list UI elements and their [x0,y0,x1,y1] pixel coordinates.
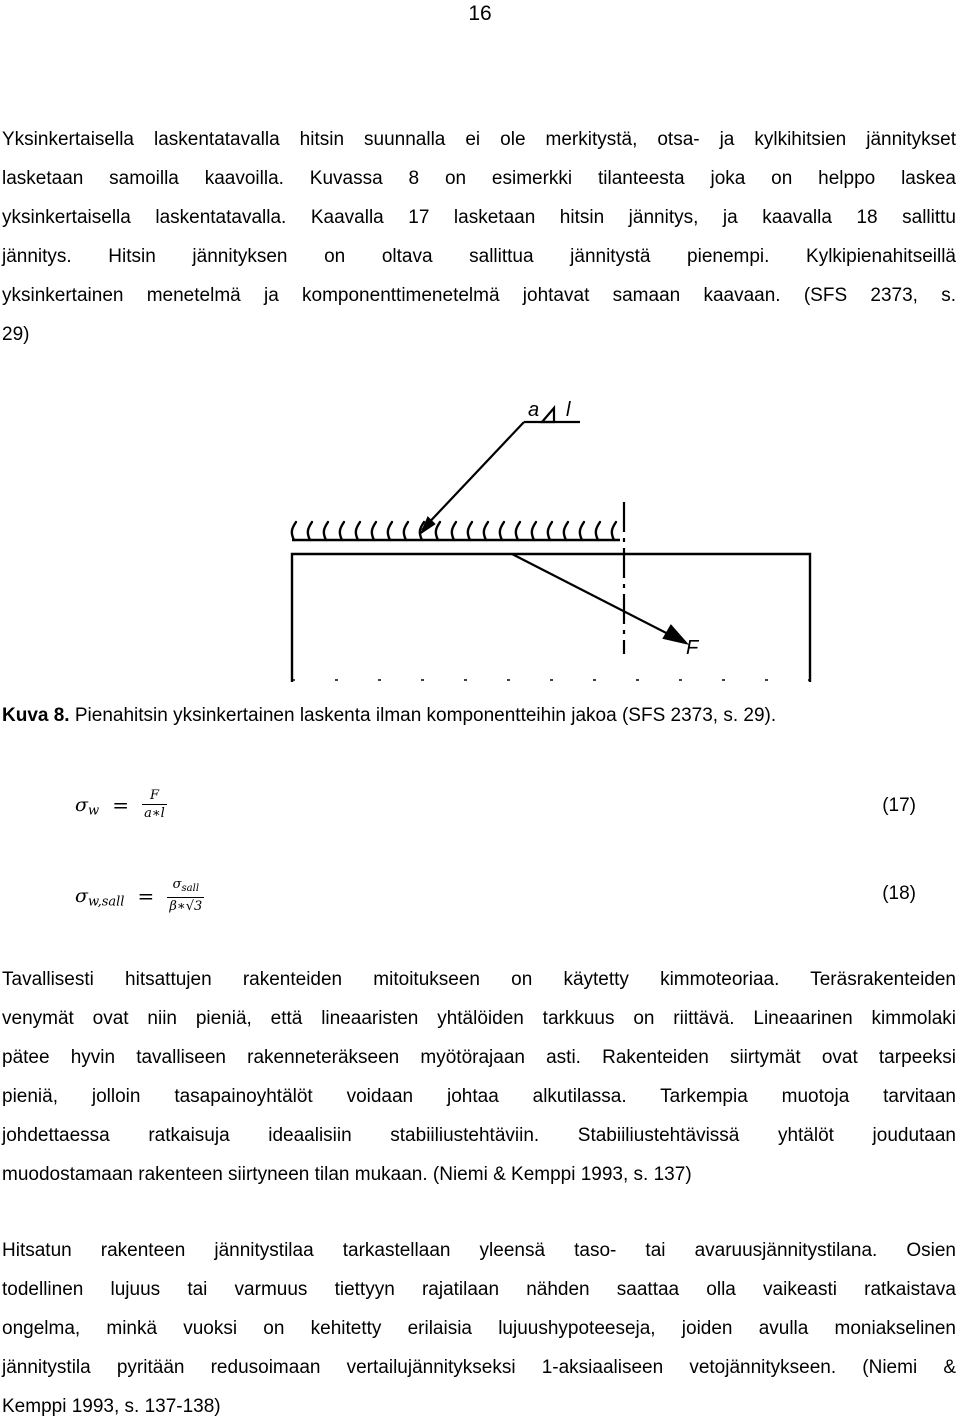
equation-17 [75,787,167,823]
weld-figure [288,392,812,684]
eq18-sigma: σ [75,885,88,907]
eq18-subscript: w,sall [87,894,125,910]
paragraph-stress-state [2,1231,956,1426]
text-line: ongelma, minkä vuoksi on kehitetty erilaisia lujuushypoteeseja, joiden avulla moniakselinen [2,1318,956,1339]
text-line: todellinen lujuus tai varmuus tiettyyn rajatilaan nähden saattaa olla vaikeasti ratkaistava [2,1279,956,1300]
text-line: johdettaessa ratkaisuja ideaalisiin stabiiliustehtäviin. Stabiiliustehtävissä yhtälöt joudutaan [2,1125,956,1146]
page-number: 16 [468,2,492,25]
label-a: a [528,399,540,421]
text-line: pätee hyvin tavalliseen rakenneteräkseen myötörajaan asti. Rakenteiden siirtymät ovat tarpeeksi [2,1047,956,1068]
text-line: Yksinkertaisella laskentatavalla hitsin suunnalla ei ole merkitystä, otsa- ja kylkihitsien jännitykset [2,129,956,150]
text-line: jännitystila pyritään redusoimaan vertailujännitykseksi 1-aksiaaliseen vetojännitykseen. (Niemi & [2,1357,956,1378]
text-line: Kemppi 1993, s. 137-138) [2,1396,221,1417]
force-arrow [512,554,686,643]
caption-label: Kuva 8. [2,705,70,726]
label-l: l [566,399,571,421]
equation-18-number: (18) [882,883,916,904]
eq17-numerator: F [142,787,167,805]
eq18-num-sigma: σ [172,877,182,892]
eq18-denominator: β∗√3 [169,899,203,914]
eq17-equals: = [112,793,129,817]
text-line: muodostamaan rakenteen siirtyneen tilan mukaan. (Niemi & Kemppi 1993, s. 137) [2,1164,692,1185]
eq17-subscript: w [87,803,100,819]
equation-18 [75,876,204,916]
eq18-num-subscript: sall [181,883,200,894]
eq17-fraction [142,787,167,823]
text-line: Hitsatun rakenteen jännitystilaa tarkastellaan yleensä taso- tai avaruusjännitystilana. Osien [2,1240,956,1261]
text-line: 29) [2,324,30,345]
eq17-denominator: a∗l [144,806,165,821]
text-line: yksinkertainen menetelmä ja komponenttimenetelmä johtavat samaan kaavaan. (SFS 2373, s. [2,285,956,306]
eq18-equals: = [137,884,155,908]
text-line: jännitys. Hitsin jännityksen on oltava sallittua jännitystä pienempi. Kylkipienahitseillä [2,246,956,267]
eq18-fraction [167,876,204,916]
paragraph-intro [2,120,956,354]
equation-17-number: (17) [882,795,916,816]
text-line: lasketaan samoilla kaavoilla. Kuvassa 8 on esimerkki tilanteesta joka on helppo laskea [2,168,956,189]
weld-symbol [422,408,580,532]
text-line: pieniä, jolloin tasapainoyhtälöt voidaan johtaa alkutilassa. Tarkempia muotoja tarvitaan [2,1086,956,1107]
text-line: Tavallisesti hitsattujen rakenteiden mitoitukseen on käytetty kimmoteoriaa. Teräsrakenteiden [2,969,956,990]
eq17-sigma: σ [75,794,88,816]
figure-caption [2,705,776,727]
weld-hatching [292,522,616,540]
eq18-numerator [167,876,204,898]
text-line: yksinkertaisella laskentatavalla. Kaavalla 17 lasketaan hitsin jännitys, ja kaavalla 18 sallittu [2,207,956,228]
paragraph-elasticity [2,960,956,1194]
plate-outline [292,540,810,682]
label-force: F [686,637,699,659]
text-line: venymät ovat niin pieniä, että lineaaristen yhtälöiden tarkkuus on riittävä. Lineaarinen kimmolaki [2,1008,956,1029]
caption-text: Pienahitsin yksinkertainen laskenta ilman komponentteihin jakoa (SFS 2373, s. 29). [69,705,777,726]
